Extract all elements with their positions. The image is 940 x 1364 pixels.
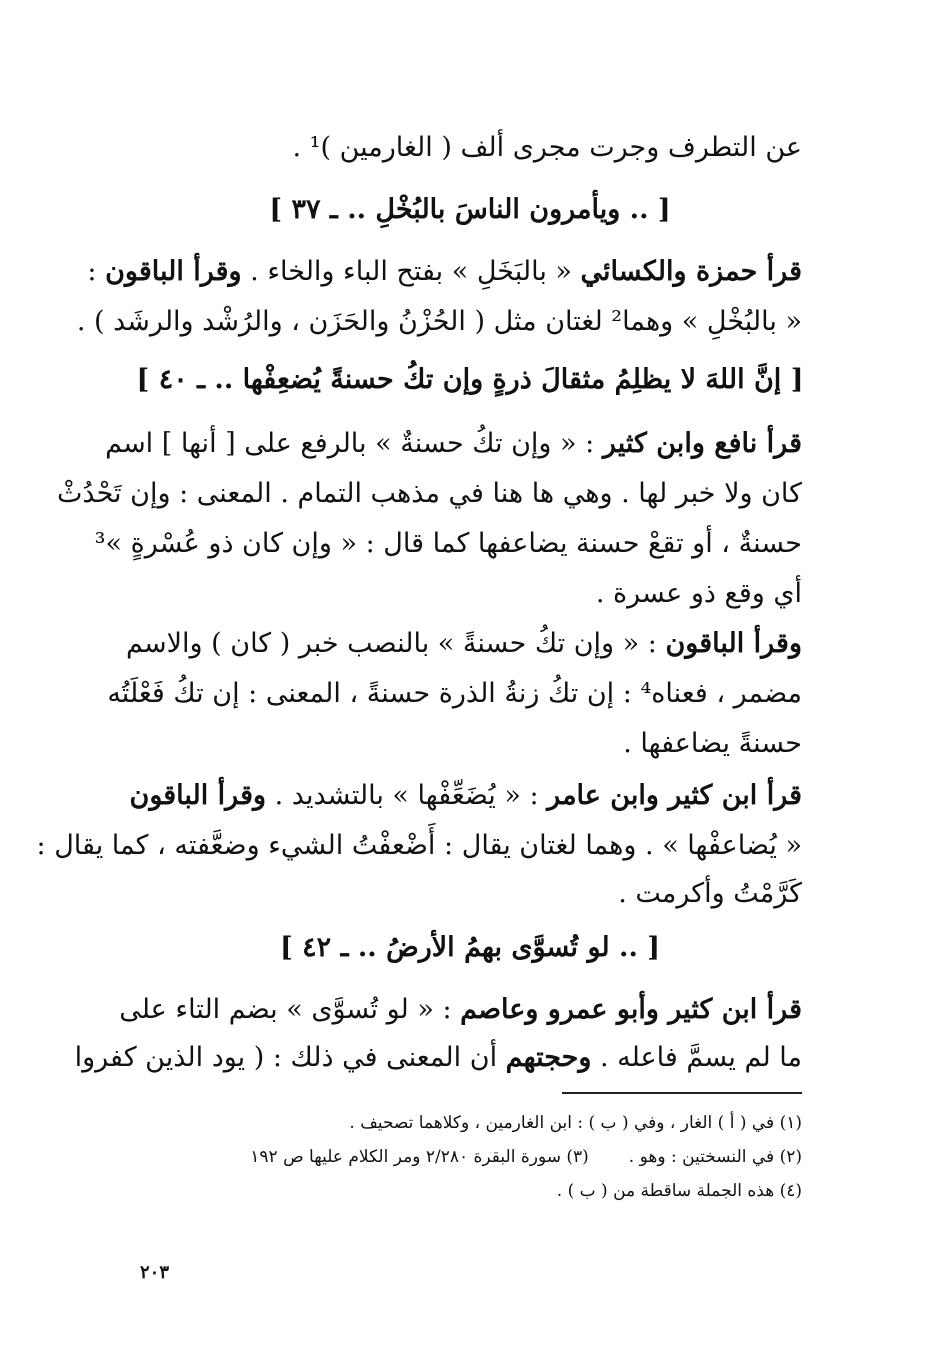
paragraph-2-line-1 [105,418,802,470]
text-run: : « يُضَعِّفْها » بالتشديد . [266,780,548,811]
reader-names: قرأ ابن كثير وابن عامر [547,780,802,811]
text-run: « بالبَخَلِ » بفتح الباء والخاء . [241,256,581,287]
text-run: : « وإن تكُ حسنةٌ » بالرفع على [ أنها ] اسم [105,428,603,459]
paragraph-3-line-1 [126,618,802,670]
line-continuation [138,122,802,174]
reader-names: قرأ حمزة والكسائي [580,256,802,287]
footnote-2: (٢) في النسختين : وهو . [628,1147,802,1167]
footnote-2-3 [250,1144,802,1170]
text-run: : « وإن تكُ حسنةً » بالنصب خبر ( كان ) والاسم [126,628,666,659]
text-run: أن المعنى في ذلك : ( يود الذين كفروا [74,1042,506,1073]
bold-term: وحجتهم [505,1042,592,1073]
paragraph-1-line-1 [87,246,802,298]
page-number: ٢٠٣ [140,1262,170,1283]
text-run: : « لو تُسوَّى » بضم التاء على [119,994,461,1025]
reader-names: قرأ ابن كثير وأبو عمرو وعاصم [460,994,802,1025]
paragraph-1-line-2: « بالبُخْلِ » وهما² لغتان مثل ( الحُزْنُ والحَزَن ، والرُشْد والرشَد ) . [76,306,802,337]
text-line: عن التطرف وجرت مجرى ألف ( الغارمين )¹ . [292,132,802,163]
verse-heading-37: [ .. ويأمرون الناسَ بالبُخْلِ .. ـ ٣٧ ] [269,194,671,225]
paragraph-5-line-1 [119,984,802,1036]
footnote-3: (٣) سورة البقرة ٢/٢٨٠ ومر الكلام عليها ص ١٩٢ [250,1147,589,1167]
paragraph-2-line-3: حسنةٌ ، أو تقعْ حسنة يضاعفها كما قال : « وإن كان ذو عُسْرةٍ »³ [94,528,802,559]
footnote-4: (٤) هذه الجملة ساقطة من ( ب ) . [556,1181,802,1201]
footnote-1: (١) في ( أ ) الغار ، وفي ( ب ) : ابن الغارمين ، وكلاهما تصحيف . [349,1113,802,1133]
paragraph-4-line-3: كَرَّمْتُ وأكرمت . [618,878,802,909]
text-run: ما لم يسمَّ فاعله . [591,1042,802,1073]
paragraph-2-line-2: كان ولا خبر لها . وهي ها هنا في مذهب التمام . المعنى : وإن تَحْدُثْ [57,478,802,509]
reader-names: وقرأ الباقون [129,780,267,811]
paragraph-4-line-2: « يُضاعفْها » . وهما لغتان يقال : أَضْعفْتُ الشيء وضعَّفته ، كما يقال : [36,830,802,861]
footnote-divider [562,1092,802,1094]
paragraph-3-line-3: حسنةً يضاعفها . [623,728,802,759]
verse-heading-42: [ .. لو تُسوَّى بهمُ الأرضُ .. ـ ٤٢ ] [279,932,661,963]
text-run: : [87,256,106,287]
reader-names: قرأ نافع وابن كثير [602,428,802,459]
paragraph-4-line-1 [129,770,802,822]
verse-heading-40: [ إنَّ اللهَ لا يظلِمُ مثقالَ ذرةٍ وإن تكُ حسنةً يُضعِفْها .. ـ ٤٠ ] [136,364,804,395]
paragraph-2-line-4: أي وقع ذو عسرة . [595,578,802,609]
reader-names: وقرأ الباقون [105,256,242,287]
paragraph-3-line-2: مضمر ، فعناه⁴ : إن تكُ زنةُ الذرة حسنةً ، المعنى : إن تكُ فَعْلَتُه [107,678,802,709]
reader-names: وقرأ الباقون [665,628,802,659]
paragraph-5-line-2 [74,1032,802,1084]
